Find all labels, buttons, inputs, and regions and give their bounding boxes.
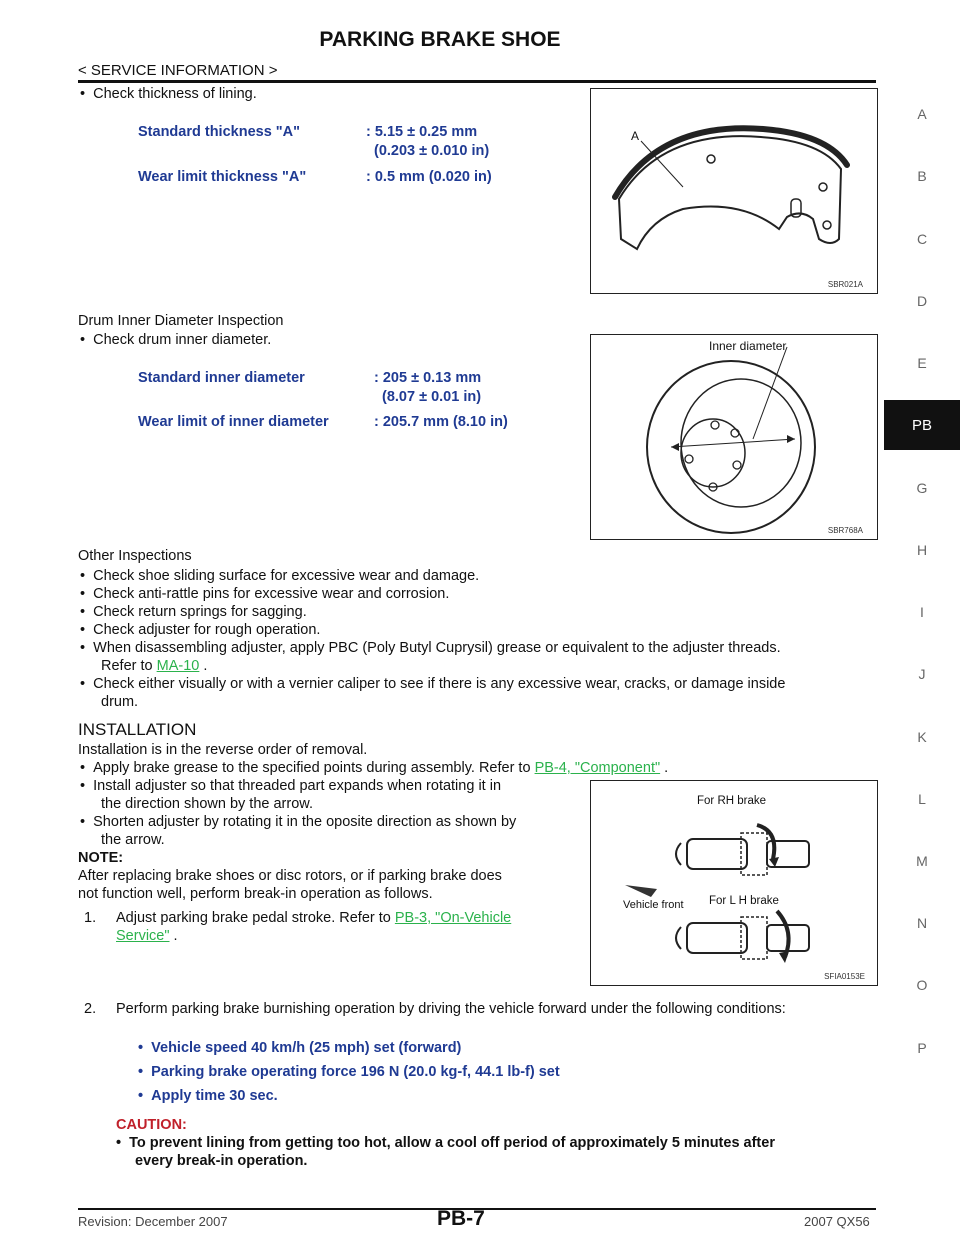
step-1-number: 1. bbox=[84, 910, 97, 926]
step-2-text: Perform parking brake burnishing operation by driving the vehicle forward under the following conditions: bbox=[116, 1001, 786, 1017]
side-index-g[interactable]: G bbox=[916, 480, 928, 496]
spec-wear-limit-label: Wear limit thickness "A" bbox=[138, 169, 307, 185]
caution-label: CAUTION: bbox=[116, 1117, 187, 1133]
side-index-d[interactable]: D bbox=[916, 293, 928, 309]
caution-line-1: • To prevent lining from getting too hot, allow a cool off period of approximately 5 minutes after bbox=[116, 1135, 775, 1151]
header-rule bbox=[78, 80, 876, 83]
condition-operating-force: • Parking brake operating force 196 N (20.0 kg-f, 44.1 lb-f) set bbox=[138, 1064, 560, 1080]
brake-shoe-illustration bbox=[591, 89, 877, 293]
spec-standard-inner-value: : 205 ± 0.13 mm bbox=[374, 370, 482, 386]
spec-standard-thickness-value-in: (0.203 ± 0.010 in) bbox=[374, 143, 490, 159]
footer-model: 2007 QX56 bbox=[804, 1214, 870, 1229]
side-index-e[interactable]: E bbox=[917, 355, 927, 371]
side-index-c[interactable]: C bbox=[916, 231, 928, 247]
heading-other-inspections: Other Inspections bbox=[78, 548, 192, 564]
link-pb-3-service[interactable]: Service" bbox=[116, 928, 170, 944]
side-index-o[interactable]: O bbox=[916, 977, 928, 993]
side-index-pb-active[interactable]: PB bbox=[884, 400, 960, 450]
bullet-check-lining: • Check thickness of lining. bbox=[80, 86, 257, 102]
bullet-other-1: • Check shoe sliding surface for excessive wear and damage. bbox=[80, 568, 480, 584]
bullet-other-2: • Check anti-rattle pins for excessive wear and corrosion. bbox=[80, 586, 450, 602]
footer-revision: Revision: December 2007 bbox=[78, 1214, 228, 1229]
figure-brake-drum bbox=[590, 334, 878, 540]
install-bullet-1: • Apply brake grease to the specified points during assembly. Refer to PB-4, "Component" . bbox=[80, 760, 669, 776]
caution-line-2: every break-in operation. bbox=[135, 1153, 308, 1169]
link-pb-4-component[interactable]: PB-4, "Component" bbox=[534, 760, 661, 776]
spec-standard-inner-value-in: (8.07 ± 0.01 in) bbox=[382, 389, 482, 405]
spec-wear-inner-label: Wear limit of inner diameter bbox=[138, 414, 329, 430]
heading-installation: INSTALLATION bbox=[78, 720, 197, 739]
bullet-other-5: • When disassembling adjuster, apply PBC (Poly Butyl Cuprysil) grease or equivalent to the adjuster threads. bbox=[80, 640, 781, 656]
condition-apply-time: • Apply time 30 sec. bbox=[138, 1088, 278, 1104]
brake-drum-illustration bbox=[591, 335, 877, 539]
note-label: NOTE: bbox=[78, 850, 124, 866]
step-2-number: 2. bbox=[84, 1001, 97, 1017]
vehicle-front-arrow-icon bbox=[625, 885, 657, 897]
side-index-m[interactable]: M bbox=[916, 853, 928, 869]
spec-standard-thickness-label: Standard thickness "A" bbox=[138, 124, 301, 140]
figure-adjuster bbox=[590, 780, 878, 986]
bullet-other-4: • Check adjuster for rough operation. bbox=[80, 622, 321, 638]
install-bullet-2: • Install adjuster so that threaded part expands when rotating it in bbox=[80, 778, 502, 794]
note-line-2: not function well, perform break-in operation as follows. bbox=[78, 886, 433, 902]
side-index-p[interactable]: P bbox=[917, 1040, 927, 1056]
bullet-other-6-cont: drum. bbox=[101, 694, 139, 710]
link-pb-3-on-vehicle[interactable]: PB-3, "On-Vehicle bbox=[394, 910, 512, 926]
note-line-1: After replacing brake shoes or disc rotors, or if parking brake does bbox=[78, 868, 502, 884]
figure-label-a: A bbox=[631, 129, 640, 143]
side-index-b[interactable]: B bbox=[917, 168, 927, 184]
figure-label-lh: For L H brake bbox=[709, 895, 779, 907]
side-index-j[interactable]: J bbox=[918, 666, 926, 682]
install-bullet-3: • Shorten adjuster by rotating it in the oposite direction as shown by bbox=[80, 814, 517, 830]
bullet-other-5-refer: Refer to MA-10 . bbox=[101, 658, 208, 674]
installation-intro: Installation is in the reverse order of removal. bbox=[78, 742, 368, 758]
figure-label-rh: For RH brake bbox=[697, 795, 767, 807]
condition-vehicle-speed: • Vehicle speed 40 km/h (25 mph) set (forward) bbox=[138, 1040, 462, 1056]
figure-label-inner-diameter: Inner diameter bbox=[709, 339, 787, 353]
install-bullet-3-cont: the arrow. bbox=[101, 832, 165, 848]
adjuster-rh bbox=[676, 825, 809, 875]
section-subtitle: < SERVICE INFORMATION > bbox=[78, 62, 278, 79]
figure-label-vehicle-front: Vehicle front bbox=[623, 899, 684, 911]
side-index-h[interactable]: H bbox=[916, 542, 928, 558]
adjuster-lh bbox=[676, 911, 809, 963]
step-1-text: Adjust parking brake pedal stroke. Refer to PB-3, "On-Vehicle bbox=[116, 910, 512, 926]
side-index-k[interactable]: K bbox=[917, 729, 927, 745]
figure-caption-sbr768a: SBR768A bbox=[827, 526, 863, 535]
spec-wear-inner-value: : 205.7 mm (8.10 in) bbox=[374, 414, 508, 430]
install-bullet-2-cont: the direction shown by the arrow. bbox=[101, 796, 313, 812]
link-ma-10[interactable]: MA-10 bbox=[156, 658, 200, 674]
figure-caption-sbr021a: SBR021A bbox=[827, 280, 863, 289]
bullet-other-3: • Check return springs for sagging. bbox=[80, 604, 307, 620]
adjuster-illustration bbox=[591, 781, 877, 985]
page-title: PARKING BRAKE SHOE bbox=[319, 28, 561, 51]
spec-wear-limit-value: : 0.5 mm (0.020 in) bbox=[366, 169, 492, 185]
bullet-check-drum: • Check drum inner diameter. bbox=[80, 332, 272, 348]
side-index-n[interactable]: N bbox=[916, 915, 928, 931]
bullet-other-6: • Check either visually or with a vernier caliper to see if there is any excessive wear, cracks, or damage inside bbox=[80, 676, 786, 692]
heading-drum-inner-diameter: Drum Inner Diameter Inspection bbox=[78, 313, 284, 329]
side-index-l[interactable]: L bbox=[918, 791, 926, 807]
side-index-a[interactable]: A bbox=[917, 106, 927, 122]
side-index-i[interactable]: I bbox=[920, 604, 924, 620]
figure-caption-sfia0153e: SFIA0153E bbox=[824, 972, 865, 981]
step-1-text-cont: Service" . bbox=[116, 928, 178, 944]
spec-standard-inner-label: Standard inner diameter bbox=[138, 370, 305, 386]
footer-page-number: PB-7 bbox=[437, 1207, 485, 1230]
figure-brake-shoe bbox=[590, 88, 878, 294]
spec-standard-thickness-value: : 5.15 ± 0.25 mm bbox=[366, 124, 478, 140]
